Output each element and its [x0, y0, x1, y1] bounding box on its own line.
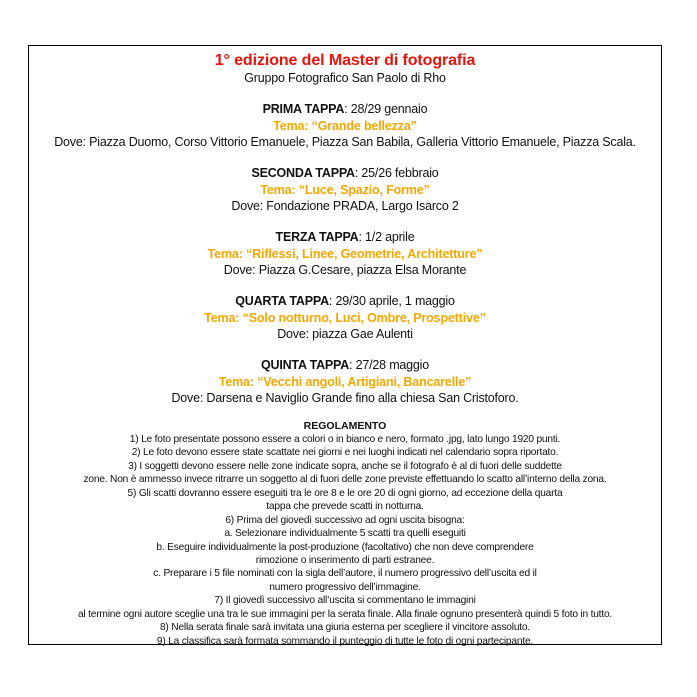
stage-name: SECONDA TAPPA: [251, 166, 355, 180]
stage-1: [29, 101, 661, 151]
stage-location: Dove: Piazza G.Cesare, piazza Elsa Morante: [223, 263, 467, 277]
rule-line: 1) Le foto presentate possono essere a colori o in bianco e nero, formato .jpg, lato lungo 1920 punti.: [129, 434, 561, 445]
rule-line: zone. Non è ammesso invece ritrarre un soggetto al di fuori delle zone previste effettuando lo scatto all’interno della zona.: [83, 474, 607, 486]
rule-line: 3) I soggetti devono essere nelle zone indicate sopra, anche se il fotografo è al di fuori delle suddette: [128, 460, 562, 472]
rule-line: 6) Prima del giovedì successivo ad ogni uscita bisogna:: [225, 514, 465, 526]
stage-location: Dove: Piazza Duomo, Corso Vittorio Emanuele, Piazza San Babila, Galleria Vittorio Emanuele, Piazza Scala.: [54, 135, 636, 149]
rule-line: 7) Il giovedì successivo all’uscita si commentano le immagini: [214, 595, 476, 607]
stage-heading: [29, 229, 661, 246]
stage-heading: [29, 293, 661, 310]
stage-heading: [29, 357, 661, 374]
stage-date: : 29/30 aprile, 1 maggio: [328, 294, 455, 308]
rules-heading: REGOLAMENTO: [303, 420, 387, 432]
document-frame: [28, 45, 662, 645]
rule-line: tappa che prevede scatti in notturna.: [266, 501, 424, 513]
rule-line: a. Selezionare individualmente 5 scatti tra quelli eseguiti: [224, 528, 466, 540]
rule-line: 8) Nella serata finale sarà invitata una giuria esterna per scegliere il vincitore assoluto.: [159, 622, 531, 634]
rules-section: [29, 419, 661, 648]
stage-theme: Tema: “Grande bellezza”: [273, 118, 417, 133]
rule-line: rimozione o inserimento di parti estranee.: [255, 554, 435, 566]
stage-name: QUINTA TAPPA: [260, 358, 350, 372]
stage-theme: Tema: “Vecchi angoli, Artigiani, Bancarelle”: [218, 374, 472, 389]
stage-date: : 27/28 maggio: [349, 358, 429, 372]
rule-line: 5) Gli scatti dovranno essere eseguiti tra le ore 8 e le ore 20 di ogni giorno, ad eccezione della quarta: [127, 487, 563, 499]
rule-line: numero progressivo dell’immagine.: [269, 581, 421, 593]
rule-line: 9) La classifica sarà formata sommando il punteggio di tutte le foto di ogni partecipante.: [156, 635, 534, 647]
document-title: 1° edizione del Master di fotografia: [214, 52, 476, 69]
stage-5: [29, 357, 661, 407]
stage-date: : 28/29 gennaio: [344, 102, 428, 116]
rule-line: al termine ogni autore sceglie una tra le sue immagini per la serata finale. Alla finale ognuno presenterà quindi 5 foto in tutto.: [77, 608, 613, 620]
stage-location: Dove: Fondazione PRADA, Largo Isarco 2: [231, 199, 459, 213]
stage-date: : 1/2 aprile: [358, 230, 415, 244]
rule-line: b. Eseguire individualmente la post-produzione (facoltativo) che non deve comprendere: [156, 541, 534, 553]
stage-theme: Tema: “Solo notturno, Luci, Ombre, Prospettive”: [204, 310, 486, 325]
stage-name: QUARTA TAPPA: [235, 294, 329, 308]
stage-name: TERZA TAPPA: [275, 230, 359, 244]
stage-theme: Tema: “Riflessi, Linee, Geometrie, Architetture”: [207, 246, 483, 261]
stage-2: [29, 165, 661, 215]
stage-heading: [29, 165, 661, 182]
stage-name: PRIMA TAPPA: [262, 102, 345, 116]
rule-line: c. Preparare i 5 file nominati con la sigla dell’autore, il numero progressivo dell’uscita ed il: [153, 568, 537, 580]
document-subtitle: Gruppo Fotografico San Paolo di Rho: [244, 71, 446, 85]
rule-line: 2) Le foto devono essere state scattate nei giorni e nei luoghi indicati nel calendario sopra riportato.: [131, 447, 559, 459]
stage-3: [29, 229, 661, 279]
stage-location: Dove: piazza Gae Aulenti: [277, 327, 413, 341]
stage-heading: [29, 101, 661, 118]
stage-date: : 25/26 febbraio: [354, 166, 439, 180]
stage-theme: Tema: “Luce, Spazio, Forme”: [260, 182, 430, 197]
stage-location: Dove: Darsena e Naviglio Grande fino alla chiesa San Cristoforo.: [171, 391, 519, 405]
stage-4: [29, 293, 661, 343]
